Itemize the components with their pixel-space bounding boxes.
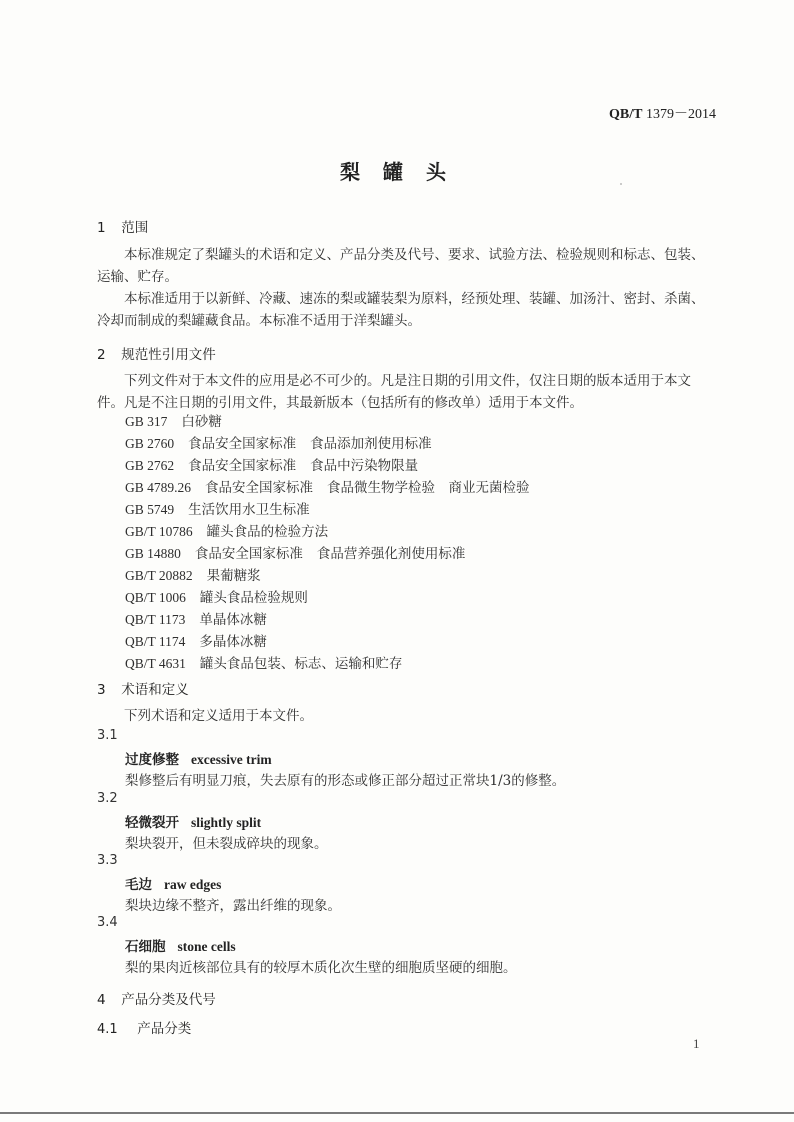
reference-item: QB/T 1006 罐头食品检验规则	[125, 590, 308, 606]
reference-item: GB 317 白砂糖	[125, 414, 222, 430]
reference-item: GB/T 10786 罐头食品的检验方法	[125, 524, 329, 540]
section-4-number: 4	[97, 992, 106, 1008]
reference-item: QB/T 1173 单晶体冰糖	[125, 612, 267, 628]
term-number: 3.3	[97, 853, 118, 868]
scan-speck	[620, 183, 622, 185]
term-definition: 梨修整后有明显刀痕，失去原有的形态或修正部分超过正常块1/3的修整。	[125, 773, 566, 789]
term-heading: 毛边 raw edges	[125, 877, 222, 893]
reference-item: QB/T 4631 罐头食品包装、标志、运输和贮存	[125, 656, 403, 672]
term-definition: 梨块边缘不整齐，露出纤维的现象。	[125, 898, 341, 914]
section-3-heading	[97, 678, 189, 698]
section-4-title: 产品分类及代号	[121, 992, 216, 1008]
section-1-title: 范围	[121, 220, 149, 236]
document-title: 梨 罐 头	[340, 160, 454, 184]
reference-item: GB/T 20882 果葡糖浆	[125, 568, 261, 584]
reference-item: GB 2760 食品安全国家标准 食品添加剂使用标准	[125, 436, 432, 452]
section-1-number: 1	[97, 220, 106, 236]
references-intro: 下列文件对于本文件的应用是必不可少的。凡是注日期的引用文件，仅注日期的版本适用于本文件。凡是不注日期的引用文件，其最新版本（包括所有的修改单）适用于本文件。	[97, 373, 691, 411]
reference-item: GB 2762 食品安全国家标准 食品中污染物限量	[125, 458, 419, 474]
reference-item: GB 5749 生活饮用水卫生标准	[125, 502, 310, 518]
term-heading: 轻微裂开 slightly split	[125, 815, 262, 831]
standard-number	[609, 103, 716, 123]
bottom-border	[0, 1112, 794, 1114]
reference-item: GB 14880 食品安全国家标准 食品营养强化剂使用标准	[125, 546, 466, 562]
section-1-heading	[97, 216, 148, 236]
section-2-title: 规范性引用文件	[121, 347, 216, 363]
term-definition: 梨块裂开，但未裂成碎块的现象。	[125, 836, 328, 852]
section-3-title: 术语和定义	[121, 682, 189, 698]
reference-item: QB/T 1174 多晶体冰糖	[125, 634, 267, 650]
term-number: 3.1	[97, 728, 118, 743]
standard-prefix: QB/T	[609, 107, 643, 122]
term-heading: 过度修整 excessive trim	[125, 752, 272, 768]
reference-list	[125, 411, 530, 675]
section-3-number: 3	[97, 682, 106, 698]
terms-intro: 下列术语和定义适用于本文件。	[124, 708, 313, 724]
standard-code: 1379－2014	[646, 107, 716, 122]
term-definition: 梨的果肉近核部位具有的较厚木质化次生壁的细胞质坚硬的细胞。	[125, 960, 517, 976]
subsection-4-1-heading	[97, 1017, 191, 1037]
subsection-4-1-title: 产品分类	[137, 1021, 192, 1037]
term-number: 3.4	[97, 915, 118, 930]
scope-paragraph-2: 本标准适用于以新鲜、冷藏、速冻的梨或罐装梨为原料，经预处理、装罐、加汤汁、密封、杀菌、冷却而制成的梨罐藏食品。本标准不适用于洋梨罐头。	[97, 291, 705, 329]
term-heading: 石细胞 stone cells	[125, 939, 236, 955]
scope-paragraph-1: 本标准规定了梨罐头的术语和定义、产品分类及代号、要求、试验方法、检验规则和标志、包装、运输、贮存。	[97, 247, 705, 285]
section-2-heading	[97, 343, 216, 363]
page-number: 1	[693, 1036, 700, 1051]
section-2-number: 2	[97, 347, 106, 363]
section-4-heading	[97, 988, 216, 1008]
term-number: 3.2	[97, 791, 118, 806]
subsection-4-1-number: 4.1	[97, 1022, 118, 1037]
reference-item: GB 4789.26 食品安全国家标准 食品微生物学检验 商业无菌检验	[125, 480, 530, 496]
